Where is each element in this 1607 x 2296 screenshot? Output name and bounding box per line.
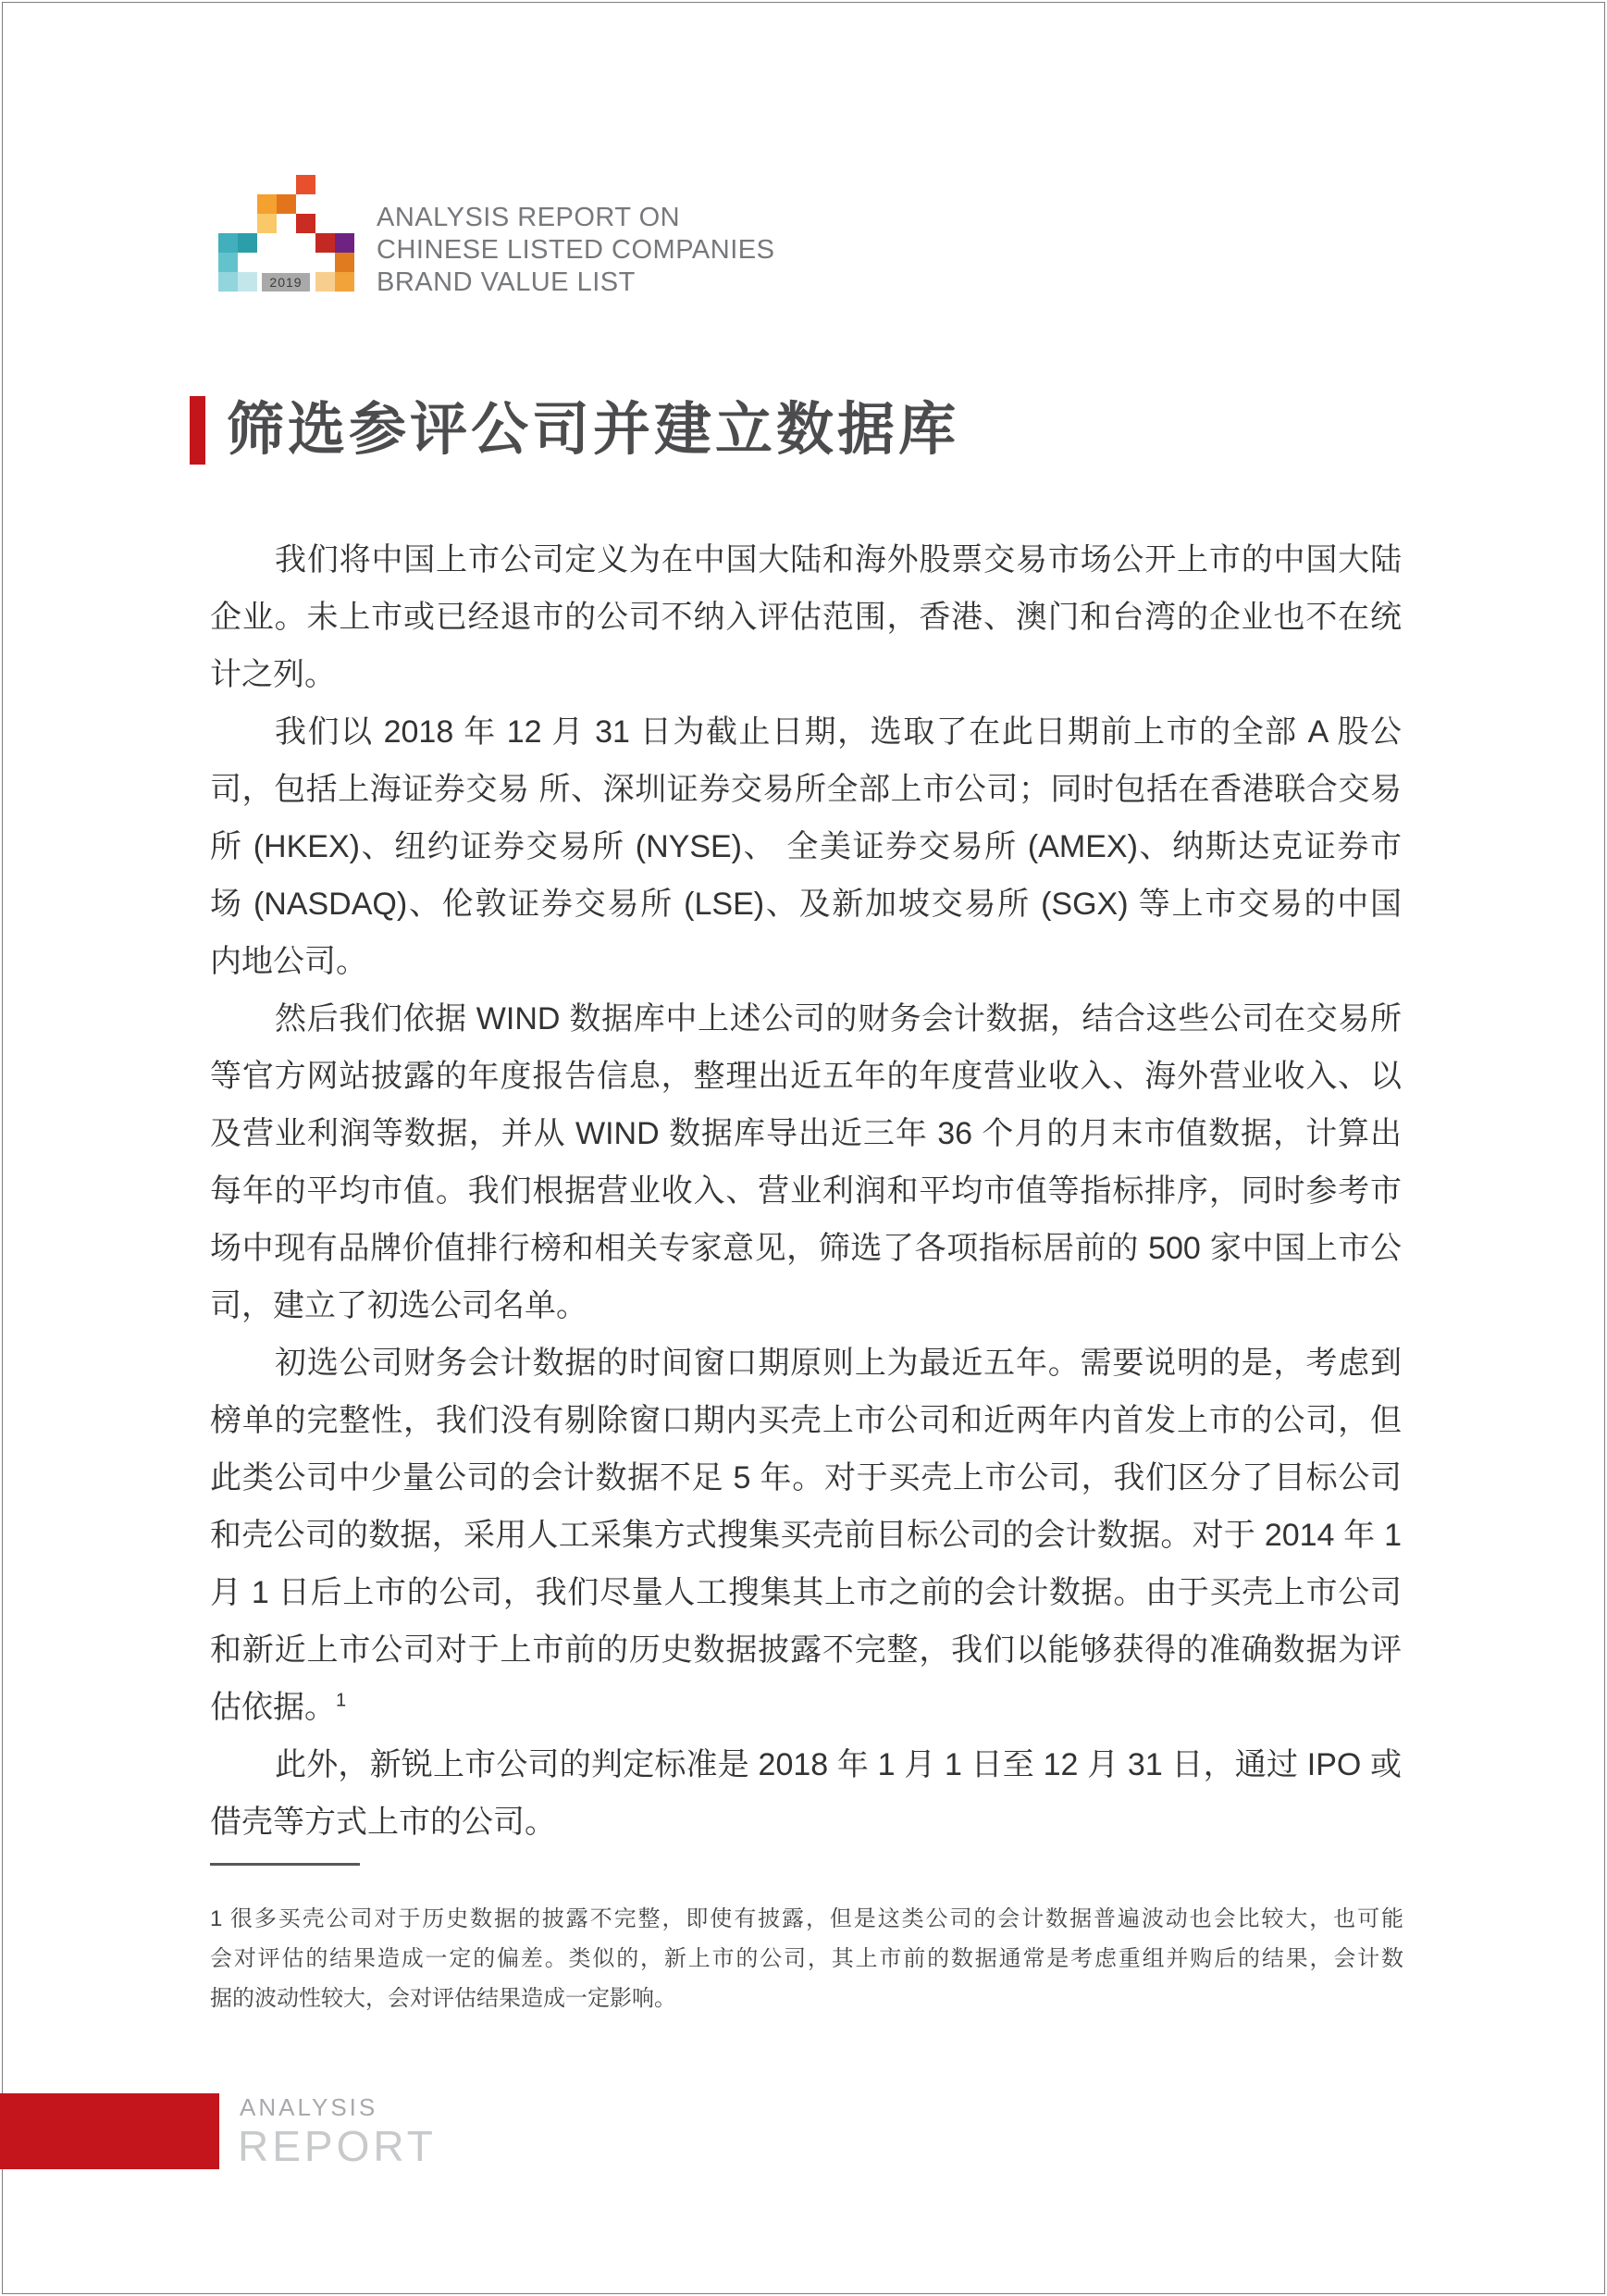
footnote: [210, 1899, 1403, 2018]
mosaic-square: [315, 272, 335, 292]
section-title-marker: [190, 396, 205, 465]
logo-wordmark-line: BRAND VALUE LIST: [377, 267, 636, 297]
body-text-line: 我们以 2018 年 12 月 31 日为截止日期，选取了在此日期前上市的全部 A 股公: [275, 714, 1402, 750]
mosaic-square: [315, 233, 335, 253]
body-text-line: 然后我们依据 WIND 数据库中上述公司的财务会计数据，结合这些公司在交易所: [275, 1001, 1402, 1036]
body-text-line: 司，包括上海证券交易 所、深圳证券交易所全部上市公司；同时包括在香港联合交易: [210, 772, 1402, 807]
mosaic-square: [238, 233, 257, 253]
body-text: [210, 531, 1402, 1851]
logo-wordmark-line: CHINESE LISTED COMPANIES: [377, 235, 775, 265]
mosaic-square: [218, 253, 238, 272]
footer-analysis-label: ANALYSIS: [240, 2093, 378, 2121]
body-text-line: 和壳公司的数据，采用人工采集方式搜集买壳前目标公司的会计数据。对于 2014 年 1: [210, 1518, 1402, 1553]
body-text-line: 及营业利润等数据，并从 WIND 数据库导出近三年 36 个月的月末市值数据，计算出: [210, 1116, 1402, 1151]
footnote-line: 据的波动性较大，会对评估结果造成一定影响。: [210, 1986, 676, 2011]
footer-red-block: [0, 2093, 219, 2169]
body-text-line: 所 (HKEX)、纽约证券交易所 (NYSE)、 全美证券交易所 (AMEX)、纳斯达克证券市: [210, 829, 1402, 864]
mosaic-square: [257, 194, 277, 214]
mosaic-square: [218, 233, 238, 253]
mosaic-square: [335, 272, 354, 292]
section-title: 筛选参评公司并建立数据库: [227, 398, 960, 462]
body-text-line: 每年的平均市值。我们根据营业收入、营业利润和平均市值等指标排序，同时参考市: [210, 1173, 1402, 1209]
body-text-line: 场 (NASDAQ)、伦敦证券交易所 (LSE)、及新加坡交易所 (SGX) 等上市交易的中国: [210, 887, 1402, 922]
body-text-line: 我们将中国上市公司定义为在中国大陆和海外股票交易市场公开上市的中国大陆: [275, 542, 1402, 577]
body-text-line: 和新近上市公司对于上市前的历史数据披露不完整，我们以能够获得的准确数据为评: [210, 1632, 1402, 1668]
body-text-line: 计之列。: [210, 657, 336, 692]
logo-wordmark-line: ANALYSIS REPORT ON: [377, 203, 681, 232]
body-text-line: 企业。未上市或已经退市的公司不纳入评估范围，香港、澳门和台湾的企业也不在统: [210, 600, 1402, 635]
body-text-line: 初选公司财务会计数据的时间窗口期原则上为最近五年。需要说明的是，考虑到: [275, 1346, 1402, 1381]
body-text-line: 此外，新锐上市公司的判定标准是 2018 年 1 月 1 日至 12 月 31 日，通过 IPO 或: [275, 1747, 1402, 1782]
body-text-line: 内地公司。: [210, 944, 367, 979]
mosaic-square: [296, 214, 315, 233]
body-text-line: 司，建立了初选公司名单。: [210, 1288, 587, 1323]
mosaic-square: [335, 253, 354, 272]
body-text-line: 月 1 日后上市的公司，我们尽量人工搜集其上市之前的会计数据。由于买壳上市公司: [210, 1575, 1402, 1610]
body-text-line: 等官方网站披露的年度报告信息，整理出近五年的年度营业收入、海外营业收入、以: [210, 1059, 1402, 1094]
body-text-line: 榜单的完整性，我们没有剔除窗口期内买壳上市公司和近两年内首发上市的公司，但: [210, 1403, 1402, 1438]
mosaic-square: [335, 233, 354, 253]
mosaic-square: [238, 272, 257, 292]
body-text-line: 借壳等方式上市的公司。: [210, 1805, 556, 1840]
body-text-line: 场中现有品牌价值排行榜和相关专家意见，筛选了各项指标居前的 500 家中国上市公: [210, 1231, 1402, 1266]
footer-report-label: REPORT: [238, 2122, 437, 2170]
footnote-line: 会对评估的结果造成一定的偏差。类似的，新上市的公司，其上市前的数据通常是考虑重组并购后的结果，会计数: [210, 1946, 1403, 1971]
footnote-reference: 1: [336, 1690, 347, 1711]
mosaic-square: [218, 272, 238, 292]
mosaic-square: [296, 175, 315, 194]
logo-wordmark: [377, 202, 895, 299]
footnote-line: 1 很多买壳公司对于历史数据的披露不完整，即使有披露，但是这类公司的会计数据普遍波动也会比较大，也可能: [210, 1906, 1403, 1931]
body-text-line: 估依据。$^1$: [210, 1690, 347, 1725]
body-text-line: 此类公司中少量公司的会计数据不足 5 年。对于买壳上市公司，我们区分了目标公司: [210, 1460, 1402, 1496]
logo-year-badge: 2019: [262, 273, 310, 292]
mosaic-square: [277, 194, 296, 214]
footnote-separator-rule: [210, 1863, 360, 1866]
mosaic-square: [257, 214, 277, 233]
